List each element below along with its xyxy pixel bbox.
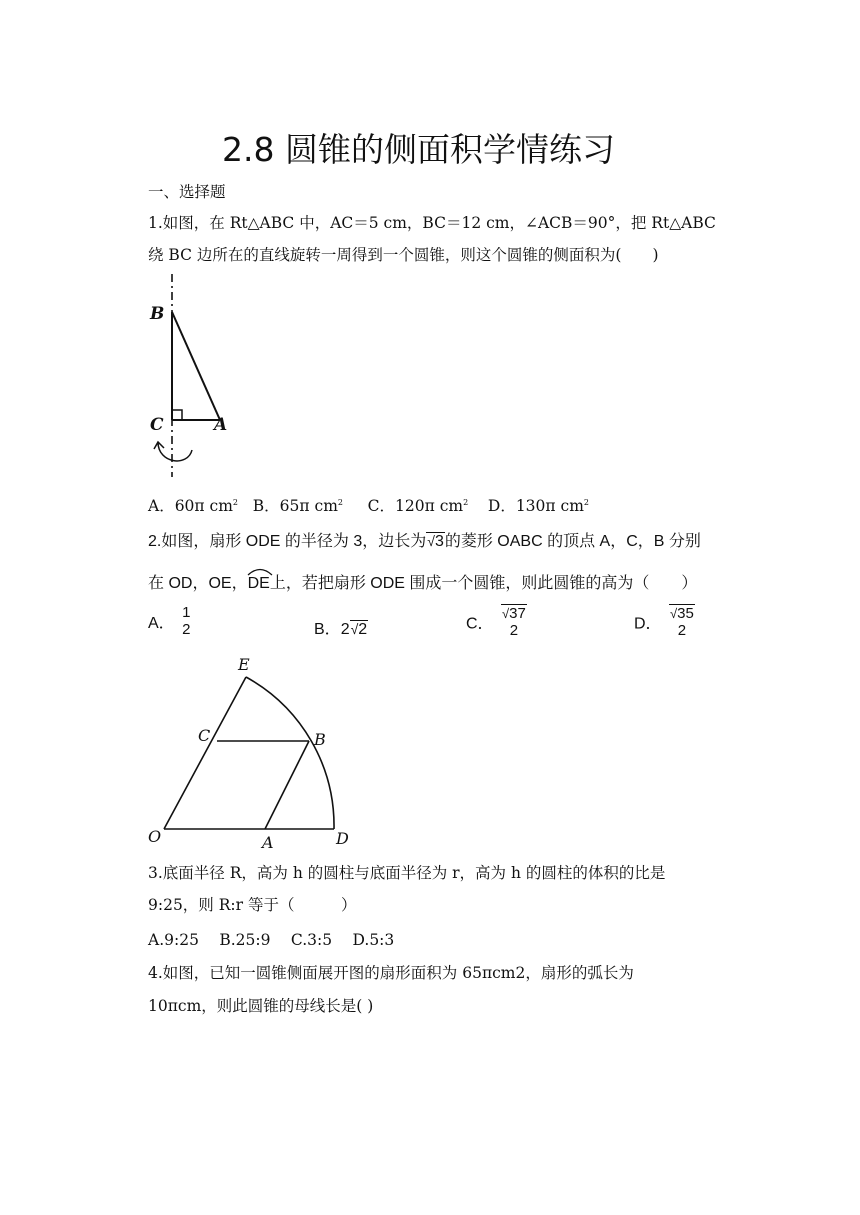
- q2-option-b[interactable]: B．2√2: [314, 621, 368, 638]
- q2-sqrt: √3: [427, 533, 444, 550]
- q2-line1: 2.如图，扇形 ODE 的半径为 3，边长为√3的菱形 OABC 的顶点 A，C，B 分别: [148, 533, 701, 550]
- q3-line1: 3.底面半径 R，高为 h 的圆柱与底面半径为 r，高为 h 的圆柱的体积的比是: [148, 864, 666, 882]
- q1-option-d[interactable]: D．130π $cm^2$: [487, 497, 589, 515]
- q4-line2: 10πcm，则此圆锥的母线长是( ): [148, 997, 374, 1015]
- q2-label-e: E: [238, 655, 250, 674]
- q1-line2: 绕 BC 边所在的直线旋转一周得到一个圆锥，则这个圆锥的侧面积为( ): [148, 246, 659, 264]
- q3-options[interactable]: A.9:25 B.25:9 C.3:5 D.5:3: [148, 931, 395, 949]
- q1-option-b[interactable]: B．65π $cm^2$: [252, 497, 343, 515]
- q2-label-c: C: [198, 726, 211, 745]
- q2-line2: 在 OD，OE， DE上，若把扇形 ODE 围成一个圆锥，则此圆锥的高为（ ）: [148, 570, 697, 593]
- q2-option-d[interactable]: D． √35 2: [634, 605, 694, 640]
- q1-line1: 1.如图，在 Rt△ABC 中，AC＝5 cm，BC＝12 cm，∠ACB＝90°，把 Rt△ABC: [148, 214, 716, 232]
- q2-sector-figure: [142, 652, 362, 852]
- q1-options: [148, 494, 589, 516]
- q2-option-c[interactable]: C． √37 2: [466, 605, 526, 640]
- q1-option-a[interactable]: A．60π $cm^2$: [148, 497, 239, 515]
- q2-label-b: B: [314, 730, 326, 749]
- q2-label-o: O: [148, 827, 162, 846]
- q1-label-a: A: [214, 415, 228, 435]
- q2-label-a: A: [262, 833, 274, 852]
- q4-line1: 4.如图，已知一圆锥侧面展开图的扇形面积为 65πcm2，扇形的弧长为: [148, 964, 634, 982]
- arc-de: DE: [248, 575, 270, 593]
- q1-triangle-figure: [140, 272, 240, 482]
- q2-option-a[interactable]: A． 1 2: [148, 604, 191, 639]
- q2-label-d: D: [336, 829, 349, 848]
- q1-option-c[interactable]: C．120π $cm^2$: [367, 497, 469, 515]
- page-title: 2.8 圆锥的侧面积学情练习: [222, 130, 615, 169]
- q3-line2: 9:25，则 R:r 等于（ ）: [148, 896, 357, 914]
- q1-label-b: B: [150, 304, 165, 324]
- q1-label-c: C: [150, 415, 164, 435]
- section-heading: 一、选择题: [148, 183, 226, 201]
